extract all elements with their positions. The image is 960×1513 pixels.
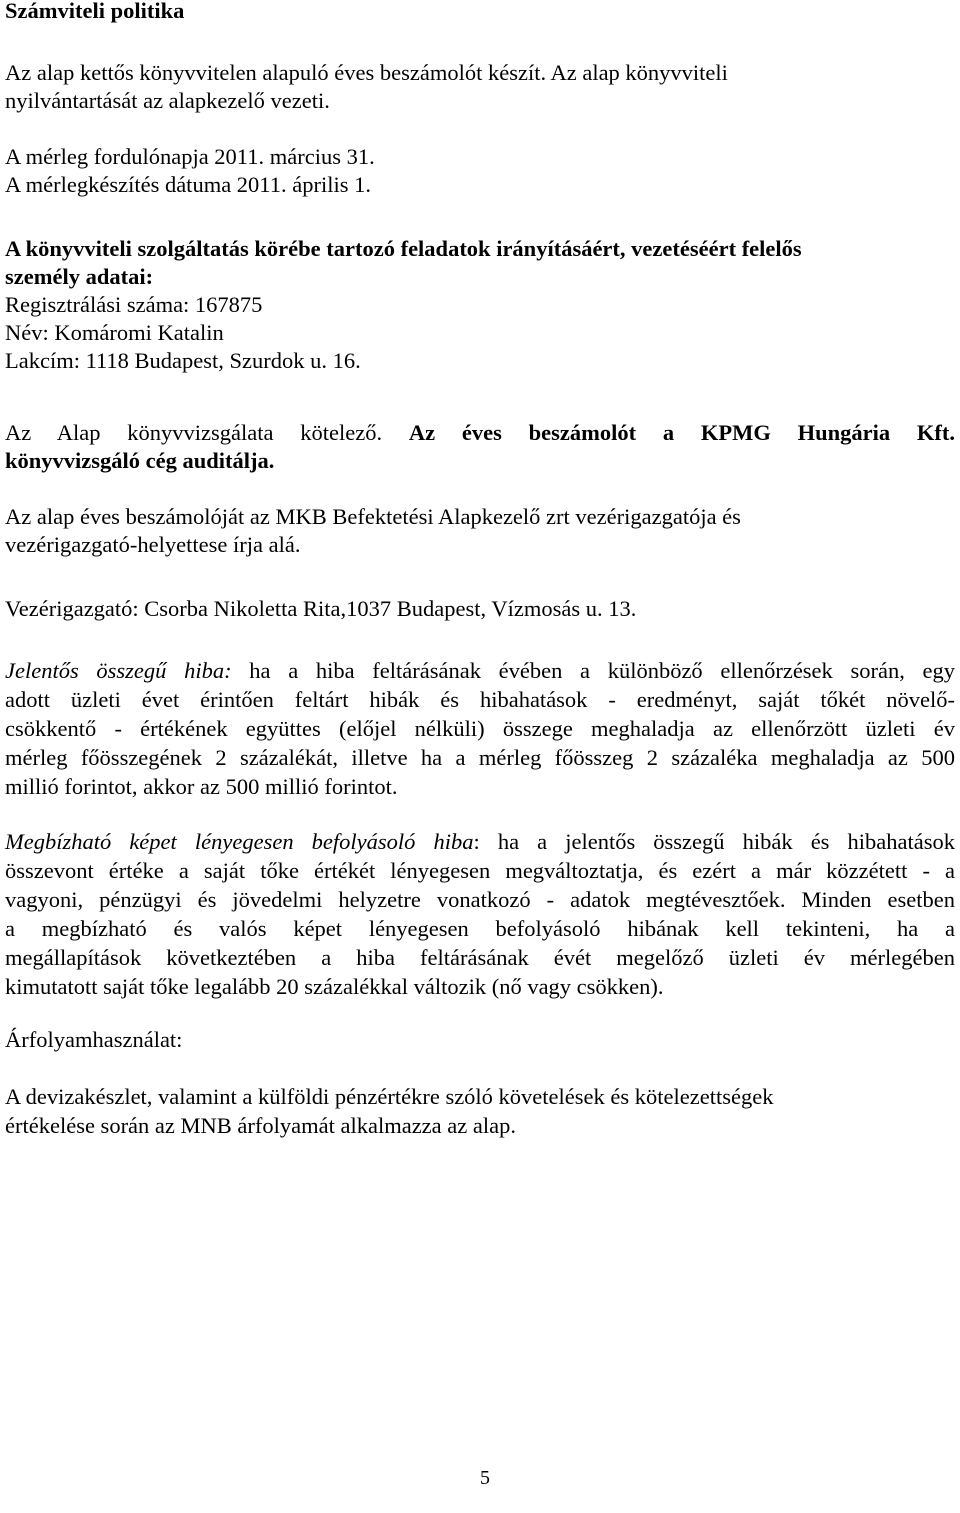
paragraph-line: kimutatott saját tőke legalább 20 százalékkal változik (nő vagy csökken). xyxy=(5,974,664,999)
audit-statement-line: könyvvizsgáló cég auditálja. xyxy=(5,448,275,473)
paragraph-line: vezérigazgató-helyettese írja alá. xyxy=(5,532,301,557)
paragraph-line: A mérlegkészítés dátuma 2011. április 1. xyxy=(5,172,371,197)
paragraph-line: összevont értéke a saját tőke értékét lényegesen megváltoztatja, és ezért a már közzétett - a xyxy=(5,858,955,883)
paragraph-line: millió forintot, akkor az 500 millió forintot. xyxy=(5,774,398,799)
registration-number: Regisztrálási száma: 167875 xyxy=(5,292,263,317)
paragraph-line: megállapítások következtében a hiba feltárásának évét megelőző üzleti év mérlegében xyxy=(5,945,955,970)
paragraph-line: vagyoni, pénzügyi és jövedelmi helyzetre vonatkozó - adatok megtévesztőek. Minden esetben xyxy=(5,887,955,912)
page-number: 5 xyxy=(480,1467,490,1489)
paragraph-line: értékelése során az MNB árfolyamát alkalmazza az alap. xyxy=(5,1113,516,1138)
person-address: Lakcím: 1118 Budapest, Szurdok u. 16. xyxy=(5,348,361,373)
audit-mandatory-text: Az Alap könyvvizsgálata kötelező. xyxy=(5,420,409,445)
paragraph-line: csökkentő - értékének együttes (előjel nélküli) összege meghaladja az ellenőrzött üzleti év xyxy=(5,716,955,741)
paragraph-line: Az alap éves beszámolóját az MKB Befektetési Alapkezelő zrt vezérigazgatója és xyxy=(5,504,741,529)
subheading-line: A könyvviteli szolgáltatás körébe tartozó feladatok irányításáért, vezetéséért felelős xyxy=(5,236,802,261)
definition-text: ha a hiba feltárásának évében a különböző ellenőrzések során, egy xyxy=(231,658,956,683)
person-name: Név: Komáromi Katalin xyxy=(5,320,224,345)
paragraph-line: nyilvántartását az alapkezelő vezeti. xyxy=(5,88,330,113)
subheading-line: személy adatai: xyxy=(5,264,154,289)
paragraph-line: Az alap kettős könyvvitelen alapuló éves beszámolót készít. Az alap könyvviteli xyxy=(5,60,728,85)
paragraph-line: A mérleg fordulónapja 2011. március 31. xyxy=(5,144,375,169)
paragraph-line xyxy=(5,657,955,685)
ceo-info: Vezérigazgató: Csorba Nikoletta Rita,1037 Budapest, Vízmosás u. 13. xyxy=(5,596,637,621)
exchange-rate-heading: Árfolyamhasználat: xyxy=(5,1027,183,1052)
paragraph-line xyxy=(5,828,955,856)
section-heading: Számviteli politika xyxy=(5,0,185,23)
paragraph-line: a megbízható és valós képet lényegesen befolyásoló hibának kell tekinteni, ha a xyxy=(5,916,955,941)
paragraph-line: adott üzleti évet érintően feltárt hibák és hibahatások - eredményt, saját tőkét növelő- xyxy=(5,687,955,712)
defined-term: Megbízható képet lényegesen befolyásoló hiba xyxy=(5,829,474,854)
audit-statement-line xyxy=(5,419,955,447)
defined-term: Jelentős összegű hiba: xyxy=(5,658,232,683)
auditor-name-text: Az éves beszámolót a KPMG Hungária Kft. xyxy=(408,420,955,445)
paragraph-line: mérleg főösszegének 2 százalékát, illetve ha a mérleg főösszeg 2 százaléka meghaladja az 500 xyxy=(5,745,955,770)
document-page xyxy=(5,0,955,1513)
paragraph-line: A devizakészlet, valamint a külföldi pénzértékre szóló követelések és kötelezettségek xyxy=(5,1084,774,1109)
definition-text: : ha a jelentős összegű hibák és hibahatások xyxy=(473,829,955,854)
